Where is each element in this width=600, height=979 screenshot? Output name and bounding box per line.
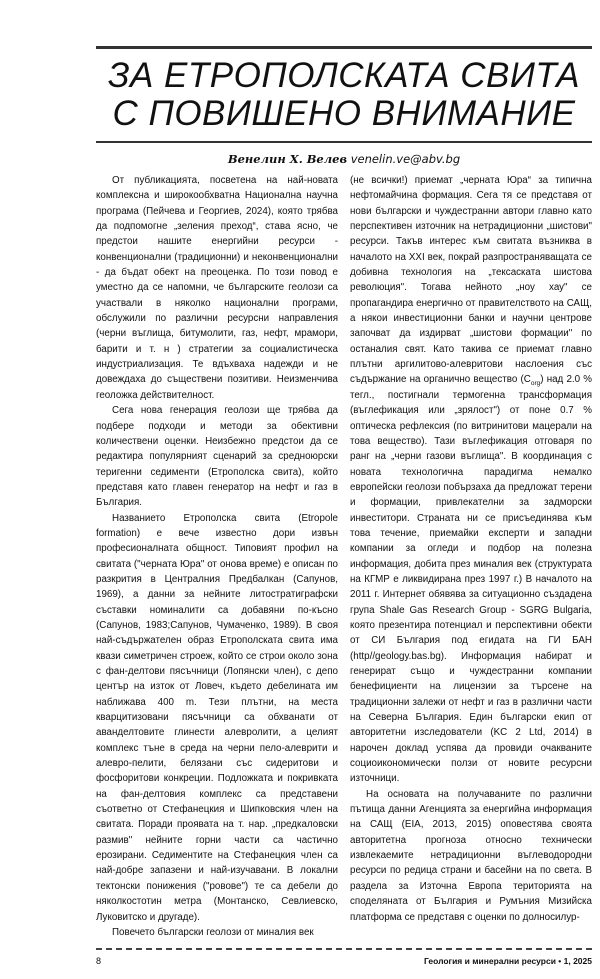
paragraph: Сега нова генерация геолози ще трябва да подбере подходи и методи за обективни количествени оценки. Неизбежно предстои да се редактира популярният сценарий за средноюрски теригенни седименти (Етрополска свита), който представя като главен генератор на нефт и газ в България. [96, 405, 338, 509]
subscript: org [530, 380, 541, 388]
paragraph: От публикацията, посветена на най-новата комплексна и широкообхватна Национална научна програма (Пейчева и Георгиев, 2024), която трябва да подпомогне „зеления преход“, става ясно, че предстои нашите енергийни ресурси - конвенционални (традиционни) и неконвенционални - да бъдат обект на преоценка. По този повод е уместно да се напомни, че българските геолози са участвали в няколко национални програми, обслужили по различни ресурсни направления (черни въглища, битумолити, газ, нефт, мрамори, барити и т. н ) стратегии за социалистическа индустриализация. Те вдъхваха надежди и не довеждаха до съществени позитиви. Неизменчива геоложка действителност. [96, 175, 338, 401]
article-body [96, 173, 592, 940]
journal-name: Геология и минерални ресурси • 1, 2025 [423, 956, 592, 967]
right-column [350, 173, 592, 925]
paragraph: Повечето български геолози от миналия век [112, 926, 314, 938]
paragraph: На основата на получаваните по различни пътища данни Агенцията за енергийна информация на САЩ (EIA, 2013, 2015) оповестява своята авторитетна прогноза относно технически извлекаемите нетрадиционни въглеводородни ресурси по редица страни и басейни на по света. В раздела за Източна Европа територията на споделяната от България и Румъния Мизийска платформа се представя с оценки по долносилур- [350, 788, 592, 923]
author-email: venelin.ve@abv.bg [350, 152, 461, 166]
page-number: 8 [96, 956, 102, 967]
author-name: Венелин Х. Велев [227, 152, 348, 166]
footer [96, 948, 592, 967]
paragraph: Названието Етрополска свита (Etropole formation) е вече известно дори извън професионалната общност. Типовият профил на свитата ("черната Юра" от онова време) е описан по разкрития в Централния Предбалкан (Сапунов, 1969), а данни за нейните литостратиграфски съставки номиналити са добавяни по-късно (Сапунов, 1983;Сапунов, Чумаченко, 1989). В своя най-съдържателен образ Етрополската свита има квази симетричен строеж, който се строи около зона с фан-делтови пясъчници (Лопянски член), с депо център на изток от Ловеч, където дебелината им наближава 400 m. Тези плътни, на места кварцитизовани пясъчници са обхванати от аванделтовите глинести алевролити, а целият комплекс тъне в среда на черни пело-алеврити и алевро-пелити, белязани със сидеритови и фосфоритови конкреции. Подложката и покривката на фан-делтовия комплекс са представени съответно от Стефанецкия и Шипковския член на свитата. Поради проявата на т. нар. „предкаловски размив" нейните горни части са частично ерозирани. Седиментите на Стефанецкия член са най-добре запазени и най-изучавани. В локални тектонски понижения ("ровове") те са дебели до няколкостотин метра (Монтанско, Севлиевско, Луковитско и другаде). [96, 512, 338, 923]
text: ) над 2.0 % тегл., постигнали термогенна трансформация (въглефикация или „зрялост") от поне 0.7 % оптическа рефлексия (по витринитови мацерали на това вещество). Тази въглефикация отговаря по ранг на „черни газови въглища". В координация с новата технологична парадигма немалко европейски геолози побързаха да предложат терени и формации, привлекателни за задморски инвеститори. Страната ни се присъединява към това течение, приемайки експерти и западни компании за огледи и подбор на полезна информация, добита през миналия век (структурата на КГМР е ликвидирана през 1997 г.) В началото на 2011 г. Интернет обявява за ситуационно създадена група Shale Gas Research Group - SGRG Bulgaria, която презентира потенциал и перспективни обекти от СИ България под егидата на ГИ БАН (http//geology.bas.bg). Информация набират и генерират също и чуждестранни компании бенефициенти на лицензии за търсене на традиционни залежи от нефт и газ в различни части на Северна България. Един български екип от авторитетни изследователи (KC 2 Ltd, 2014) в нарочен доклад успява да провиди очакваните социоикономически ползи от новите ресурсни източници. [350, 374, 592, 785]
top-rule [96, 46, 592, 49]
paragraph-continued [350, 173, 592, 787]
text: (не всички!) приемат „черната Юра“ за типична нефтомайчина формация. Сега тя се представя от нови български и чуждестранни автори главно като перспективен източник на нетрадиционни „шистови" ресурси. Такъв интерес към свитата възниква в началото на XXI век, покрай разпространяващата се добивна технология на „тексаската шистова революция". Тогава нейното „ноу хау" се пропагандира енергично от правителството на САЩ, а някои инвестиционни банки и научни центрове започват да издирват „шистови формации" по останалия свят. Като такива се приемат главно плътни аргилитово-алевритови наслоения със съдържание на органично вещество (C [350, 175, 592, 386]
article-title [96, 57, 592, 133]
left-column [96, 173, 338, 940]
title-line-2: С ПОВИШЕНО ВНИМАНИЕ [112, 94, 576, 133]
title-rule [96, 141, 592, 143]
author-line [96, 151, 592, 167]
title-line-1: ЗА ЕТРОПОЛСКАТА СВИТА [107, 56, 580, 95]
